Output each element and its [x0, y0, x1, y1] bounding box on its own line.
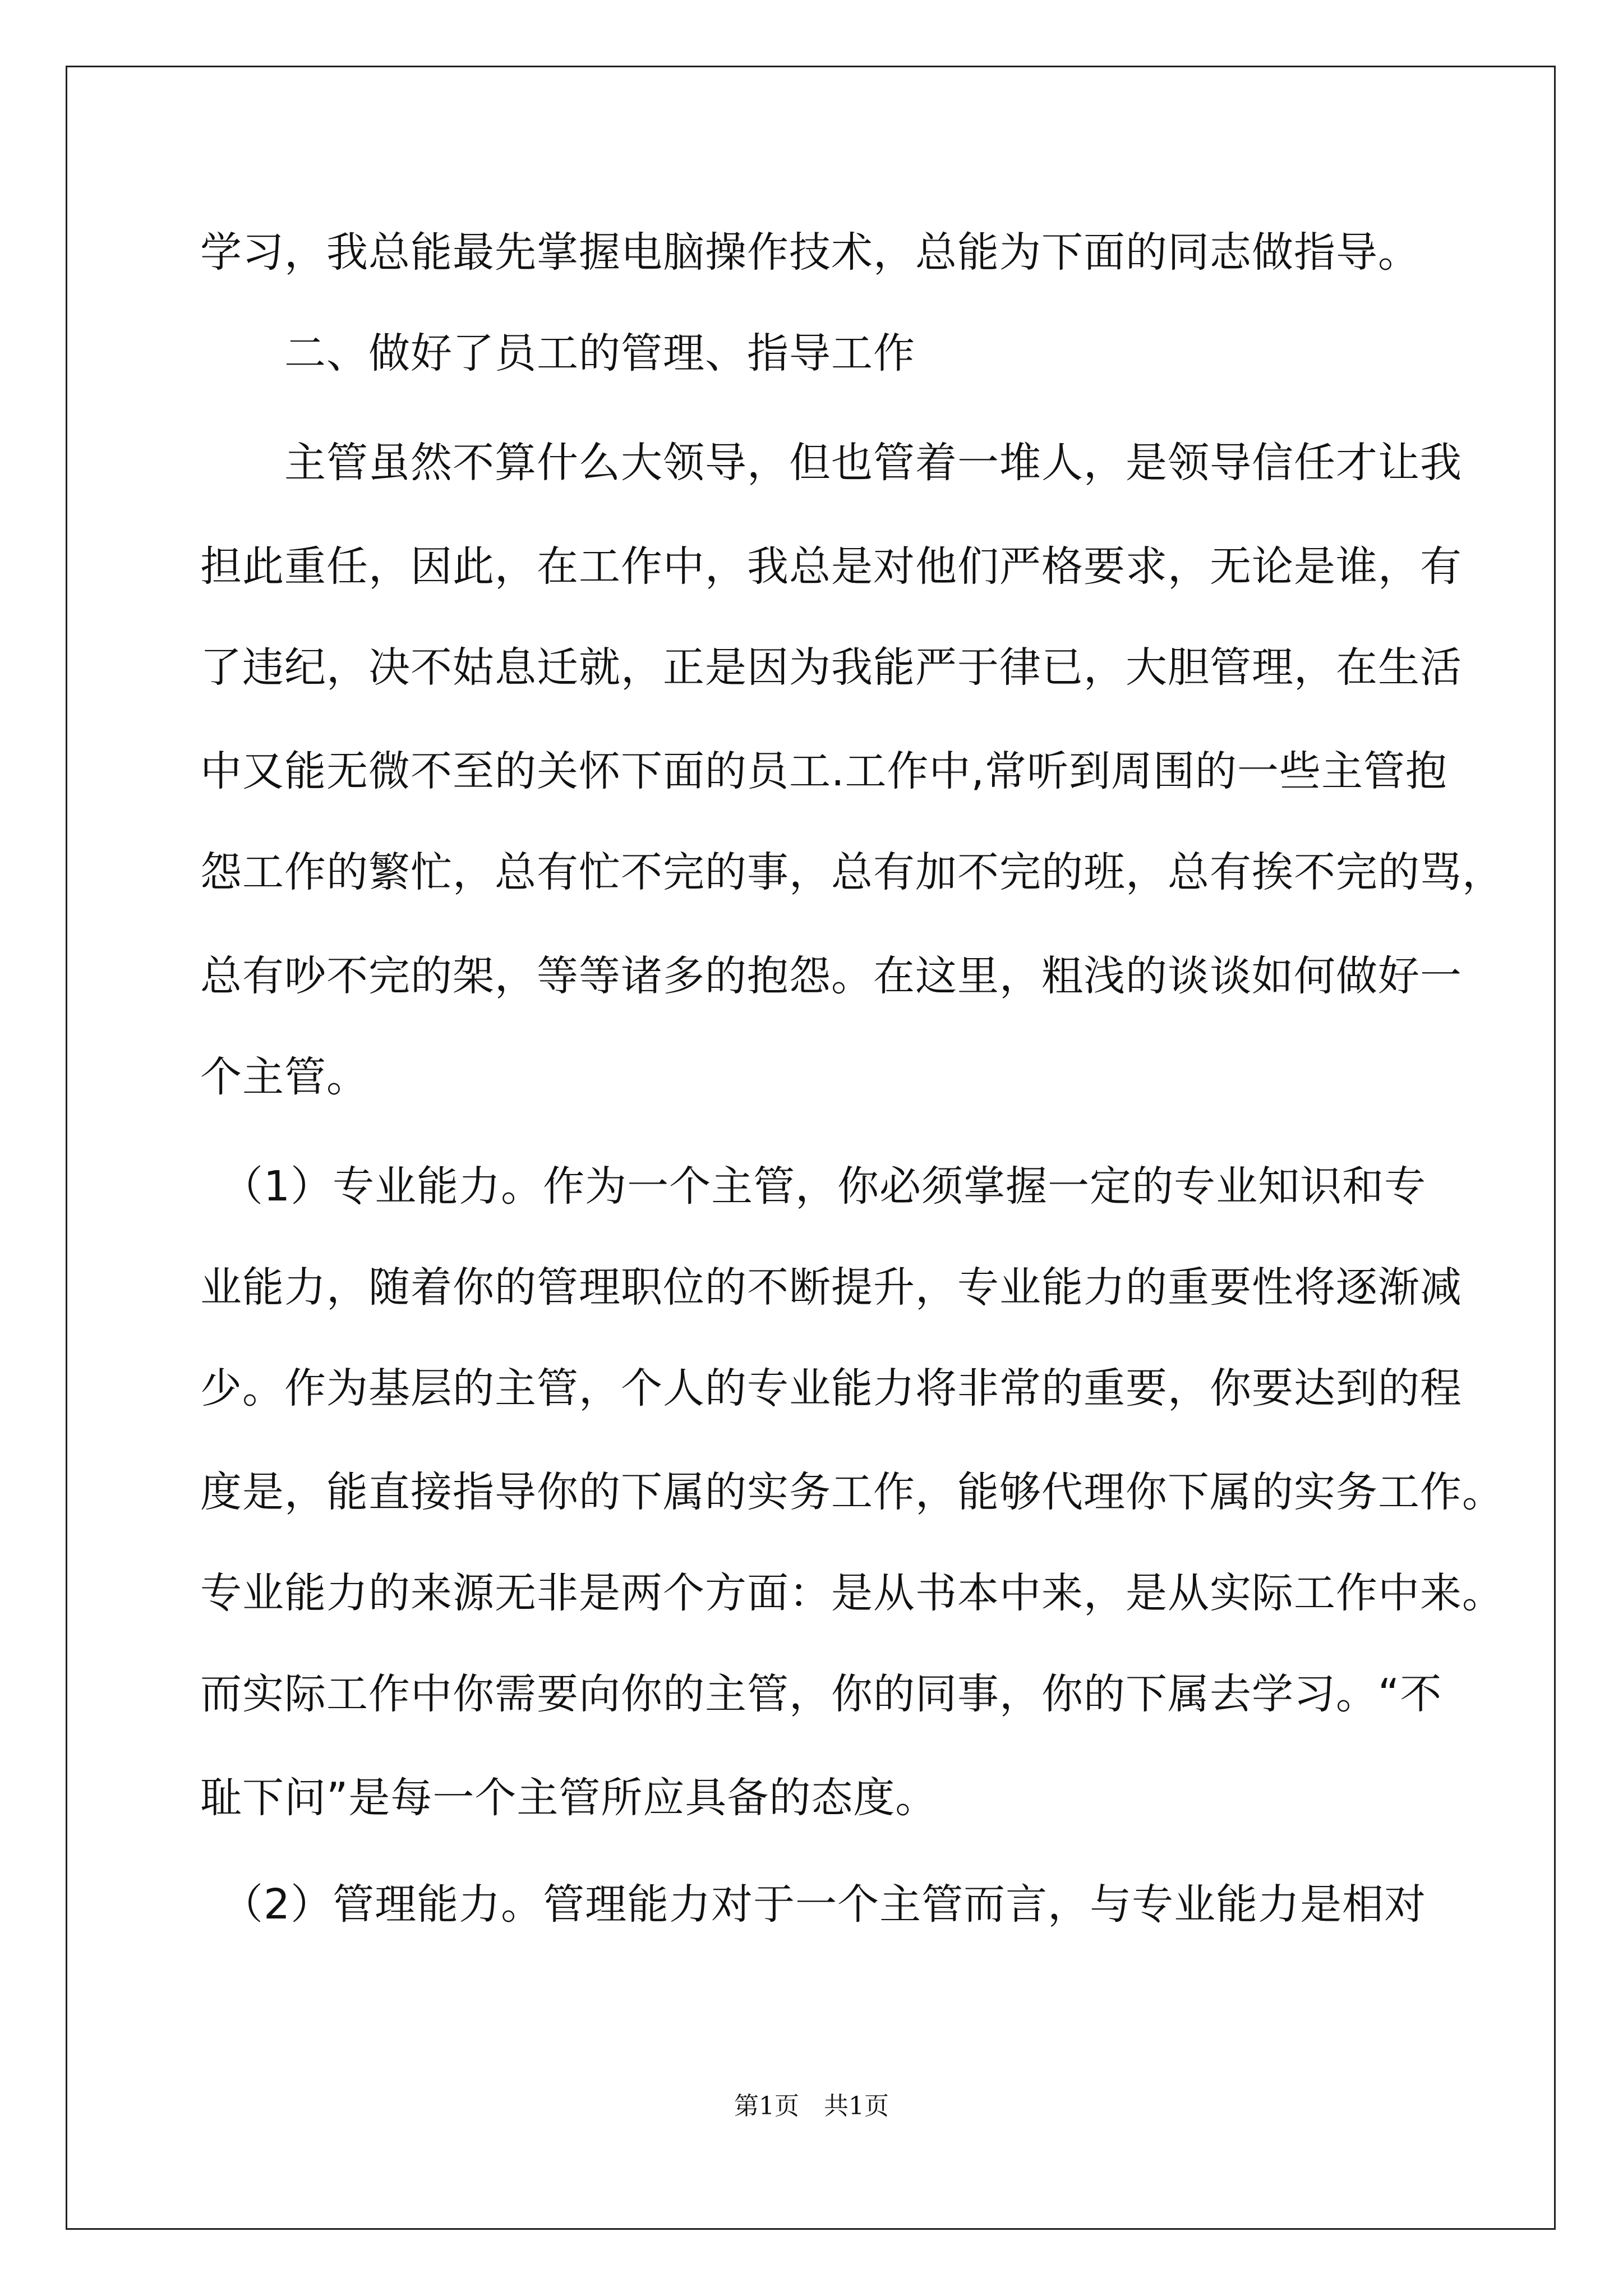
text-line: 专业能力的来源无非是两个方面：是从书本中来，是从实际工作中来。 — [200, 1569, 1504, 1617]
text-line: 业能力，随着你的管理职位的不断提升，专业能力的重要性将逐渐减 — [200, 1263, 1462, 1312]
text-line: 少。作为基层的主管，个人的专业能力将非常的重要，你要达到的程 — [200, 1364, 1462, 1412]
text-line: 学习，我总能最先掌握电脑操作技术，总能为下面的同志做指导。 — [200, 228, 1420, 277]
text-line: （2）管理能力。管理能力对于一个主管而言，与专业能力是相对 — [200, 1880, 1427, 1929]
text-line: 中又能无微不至的关怀下面的员工.工作中,常听到周围的一些主管抱 — [200, 747, 1448, 795]
text-line: 度是，能直接指导你的下属的实务工作，能够代理你下属的实务工作。 — [200, 1468, 1504, 1516]
text-line: 而实际工作中你需要向你的主管，你的同事，你的下属去学习。“不 — [200, 1670, 1442, 1718]
text-line: 怨工作的繁忙，总有忙不完的事，总有加不完的班，总有挨不完的骂， — [200, 848, 1504, 896]
page-footer: 第1页 共1页 — [734, 2092, 889, 2120]
text-line: （1）专业能力。作为一个主管，你必须掌握一定的专业知识和专 — [200, 1162, 1427, 1211]
text-line: 个主管。 — [200, 1053, 368, 1101]
text-line: 了违纪，决不姑息迁就，正是因为我能严于律已，大胆管理，在生活 — [200, 643, 1462, 692]
text-line: 担此重任，因此，在工作中，我总是对他们严格要求，无论是谁，有 — [200, 542, 1462, 591]
text-line: 总有吵不完的架，等等诸多的抱怨。在这里，粗浅的谈谈如何做好一 — [200, 952, 1462, 1000]
section-heading: 二、做好了员工的管理、指导工作 — [200, 329, 915, 378]
text-line: 主管虽然不算什么大领导，但也管着一堆人，是领导信任才让我 — [200, 439, 1462, 487]
text-line: 耻下问”是每一个主管所应具备的态度。 — [200, 1774, 938, 1822]
